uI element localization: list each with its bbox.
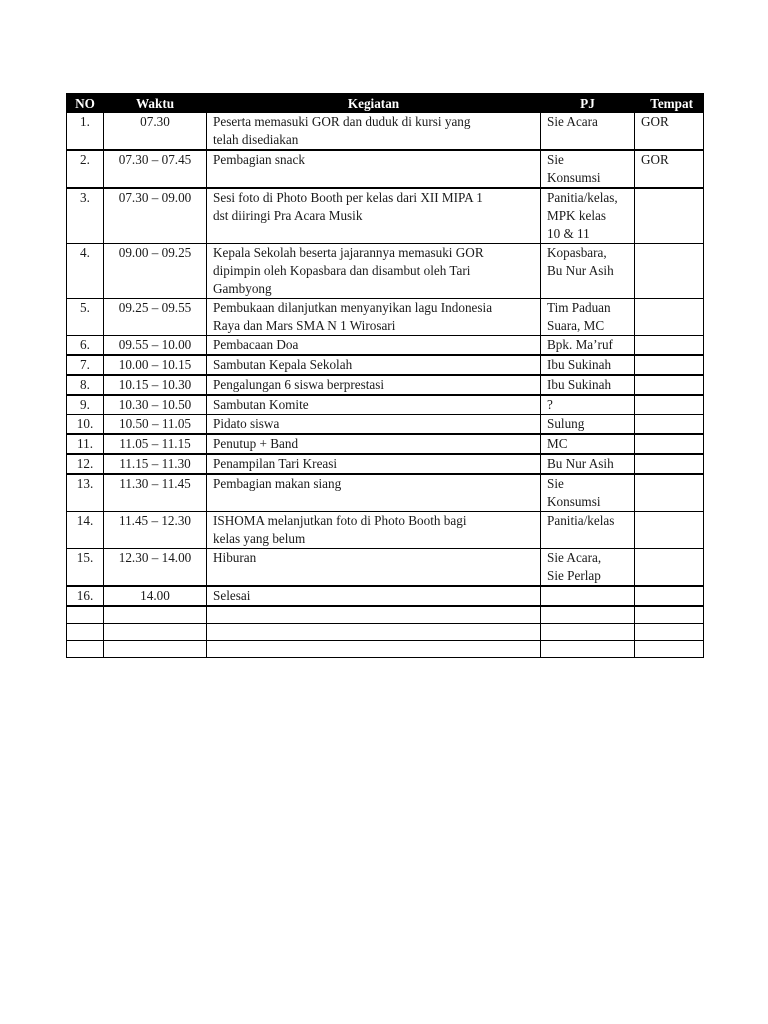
- cell-no: 16.: [67, 586, 104, 606]
- cell-pj: [541, 336, 635, 356]
- kegiatan-line: Peserta memasuki GOR dan duduk di kursi yang: [213, 114, 471, 129]
- cell-waktu: [104, 641, 207, 658]
- kegiatan-line: kelas yang belum: [213, 531, 306, 546]
- cell-pj: [541, 434, 635, 454]
- cell-no: 7.: [67, 355, 104, 375]
- pj-line: Tim Paduan: [547, 300, 611, 315]
- cell-kegiatan: [207, 299, 541, 336]
- kegiatan-line: Pembagian snack: [213, 152, 305, 167]
- cell-kegiatan: [207, 624, 541, 641]
- table-row: [67, 113, 704, 151]
- header-tempat: Tempat: [635, 94, 704, 113]
- pj-line: Sie Acara,: [547, 550, 602, 565]
- cell-tempat: [635, 586, 704, 606]
- cell-tempat: [635, 549, 704, 587]
- cell-kegiatan: [207, 641, 541, 658]
- pj-line: Ibu Sukinah: [547, 357, 612, 372]
- table-row: [67, 299, 704, 336]
- cell-pj: [541, 150, 635, 188]
- kegiatan-line: Sesi foto di Photo Booth per kelas dari XII MIPA 1: [213, 190, 483, 205]
- kegiatan-line: Kepala Sekolah beserta jajarannya memasuki GOR: [213, 245, 484, 260]
- cell-pj: [541, 549, 635, 587]
- table-row: [67, 355, 704, 375]
- table-row: [67, 395, 704, 415]
- cell-tempat: [635, 454, 704, 474]
- empty-table-row: [67, 641, 704, 658]
- pj-line: Bpk. Ma’ruf: [547, 337, 613, 352]
- pj-line: Bu Nur Asih: [547, 456, 614, 471]
- cell-pj: [541, 244, 635, 299]
- cell-tempat: [635, 512, 704, 549]
- kegiatan-line: Hiburan: [213, 550, 257, 565]
- cell-tempat: GOR: [635, 150, 704, 188]
- kegiatan-line: Sambutan Kepala Sekolah: [213, 357, 353, 372]
- cell-kegiatan: [207, 113, 541, 151]
- table-row: [67, 549, 704, 587]
- kegiatan-line: dst diiringi Pra Acara Musik: [213, 208, 363, 223]
- kegiatan-line: Gambyong: [213, 281, 272, 296]
- cell-tempat: [635, 355, 704, 375]
- kegiatan-line: ISHOMA melanjutkan foto di Photo Booth bagi: [213, 513, 467, 528]
- cell-pj: [541, 355, 635, 375]
- pj-line: Panitia/kelas,: [547, 190, 618, 205]
- kegiatan-line: Pidato siswa: [213, 416, 280, 431]
- cell-kegiatan: [207, 150, 541, 188]
- cell-no: 9.: [67, 395, 104, 415]
- cell-no: 12.: [67, 454, 104, 474]
- cell-pj: [541, 641, 635, 658]
- cell-kegiatan: [207, 586, 541, 606]
- cell-waktu: 07.30 – 09.00: [104, 188, 207, 244]
- kegiatan-line: Sambutan Komite: [213, 397, 309, 412]
- cell-waktu: 11.05 – 11.15: [104, 434, 207, 454]
- cell-kegiatan: [207, 474, 541, 512]
- cell-pj: [541, 188, 635, 244]
- cell-no: [67, 641, 104, 658]
- cell-waktu: 09.55 – 10.00: [104, 336, 207, 356]
- cell-tempat: [635, 434, 704, 454]
- cell-kegiatan: [207, 434, 541, 454]
- cell-kegiatan: [207, 395, 541, 415]
- table-row: [67, 415, 704, 435]
- pj-line: Bu Nur Asih: [547, 263, 614, 278]
- cell-waktu: 10.00 – 10.15: [104, 355, 207, 375]
- cell-pj: [541, 395, 635, 415]
- table-row: [67, 434, 704, 454]
- kegiatan-line: Pengalungan 6 siswa berprestasi: [213, 377, 385, 392]
- cell-tempat: [635, 624, 704, 641]
- pj-line: 10 & 11: [547, 226, 590, 241]
- table-row: [67, 188, 704, 244]
- cell-waktu: 12.30 – 14.00: [104, 549, 207, 587]
- cell-tempat: [635, 474, 704, 512]
- table-row: [67, 454, 704, 474]
- cell-tempat: [635, 188, 704, 244]
- table-row: [67, 474, 704, 512]
- pj-line: Sulung: [547, 416, 585, 431]
- schedule-table: [66, 93, 704, 658]
- table-row: [67, 586, 704, 606]
- cell-waktu: 10.50 – 11.05: [104, 415, 207, 435]
- header-waktu: Waktu: [104, 94, 207, 113]
- cell-kegiatan: [207, 549, 541, 587]
- cell-waktu: 07.30: [104, 113, 207, 151]
- cell-kegiatan: [207, 606, 541, 624]
- pj-line: Sie: [547, 152, 564, 167]
- cell-pj: [541, 606, 635, 624]
- cell-tempat: [635, 415, 704, 435]
- cell-waktu: 11.15 – 11.30: [104, 454, 207, 474]
- kegiatan-line: Selesai: [213, 588, 251, 603]
- kegiatan-line: Pembagian makan siang: [213, 476, 342, 491]
- schedule-body: [67, 113, 704, 658]
- kegiatan-line: Pembacaan Doa: [213, 337, 299, 352]
- cell-pj: [541, 113, 635, 151]
- cell-kegiatan: [207, 188, 541, 244]
- pj-line: Konsumsi: [547, 494, 601, 509]
- cell-no: 1.: [67, 113, 104, 151]
- cell-kegiatan: [207, 336, 541, 356]
- table-header-row: [67, 94, 704, 113]
- header-kegiatan: Kegiatan: [207, 94, 541, 113]
- cell-waktu: 09.00 – 09.25: [104, 244, 207, 299]
- kegiatan-line: telah disediakan: [213, 132, 299, 147]
- pj-line: Konsumsi: [547, 170, 601, 185]
- cell-no: 10.: [67, 415, 104, 435]
- cell-no: 6.: [67, 336, 104, 356]
- table-row: [67, 244, 704, 299]
- cell-no: 13.: [67, 474, 104, 512]
- pj-line: MPK kelas: [547, 208, 606, 223]
- header-pj: PJ: [541, 94, 635, 113]
- cell-no: 2.: [67, 150, 104, 188]
- cell-pj: [541, 512, 635, 549]
- cell-kegiatan: [207, 244, 541, 299]
- cell-pj: [541, 375, 635, 395]
- kegiatan-line: Pembukaan dilanjutkan menyanyikan lagu Indonesia: [213, 300, 493, 315]
- cell-waktu: 14.00: [104, 586, 207, 606]
- cell-tempat: GOR: [635, 113, 704, 151]
- cell-waktu: 10.15 – 10.30: [104, 375, 207, 395]
- cell-no: 4.: [67, 244, 104, 299]
- cell-tempat: [635, 606, 704, 624]
- pj-line: MC: [547, 436, 568, 451]
- pj-line: Kopasbara,: [547, 245, 607, 260]
- cell-pj: [541, 586, 635, 606]
- kegiatan-line: Penampilan Tari Kreasi: [213, 456, 338, 471]
- cell-kegiatan: [207, 454, 541, 474]
- cell-tempat: [635, 336, 704, 356]
- kegiatan-line: Raya dan Mars SMA N 1 Wirosari: [213, 318, 396, 333]
- pj-line: Sie: [547, 476, 564, 491]
- cell-pj: [541, 299, 635, 336]
- cell-kegiatan: [207, 375, 541, 395]
- cell-waktu: [104, 606, 207, 624]
- pj-line: Ibu Sukinah: [547, 377, 612, 392]
- cell-pj: [541, 454, 635, 474]
- cell-tempat: [635, 641, 704, 658]
- cell-no: 5.: [67, 299, 104, 336]
- cell-tempat: [635, 244, 704, 299]
- cell-waktu: 11.45 – 12.30: [104, 512, 207, 549]
- pj-line: Sie Perlap: [547, 568, 601, 583]
- cell-kegiatan: [207, 512, 541, 549]
- table-row: [67, 375, 704, 395]
- cell-waktu: 10.30 – 10.50: [104, 395, 207, 415]
- cell-kegiatan: [207, 355, 541, 375]
- kegiatan-line: dipimpin oleh Kopasbara dan disambut oleh Tari: [213, 263, 471, 278]
- cell-no: 3.: [67, 188, 104, 244]
- pj-line: Suara, MC: [547, 318, 605, 333]
- table-row: [67, 336, 704, 356]
- empty-table-row: [67, 606, 704, 624]
- cell-tempat: [635, 395, 704, 415]
- table-row: [67, 150, 704, 188]
- cell-no: [67, 624, 104, 641]
- cell-waktu: 09.25 – 09.55: [104, 299, 207, 336]
- pj-line: ?: [547, 397, 553, 412]
- cell-kegiatan: [207, 415, 541, 435]
- header-no: NO: [67, 94, 104, 113]
- empty-table-row: [67, 624, 704, 641]
- cell-tempat: [635, 375, 704, 395]
- cell-no: [67, 606, 104, 624]
- cell-pj: [541, 415, 635, 435]
- table-row: [67, 512, 704, 549]
- cell-no: 8.: [67, 375, 104, 395]
- cell-no: 15.: [67, 549, 104, 587]
- cell-pj: [541, 474, 635, 512]
- cell-waktu: 07.30 – 07.45: [104, 150, 207, 188]
- pj-line: Sie Acara: [547, 114, 598, 129]
- cell-pj: [541, 624, 635, 641]
- cell-no: 14.: [67, 512, 104, 549]
- cell-waktu: [104, 624, 207, 641]
- cell-waktu: 11.30 – 11.45: [104, 474, 207, 512]
- cell-no: 11.: [67, 434, 104, 454]
- cell-tempat: [635, 299, 704, 336]
- pj-line: Panitia/kelas: [547, 513, 615, 528]
- kegiatan-line: Penutup + Band: [213, 436, 299, 451]
